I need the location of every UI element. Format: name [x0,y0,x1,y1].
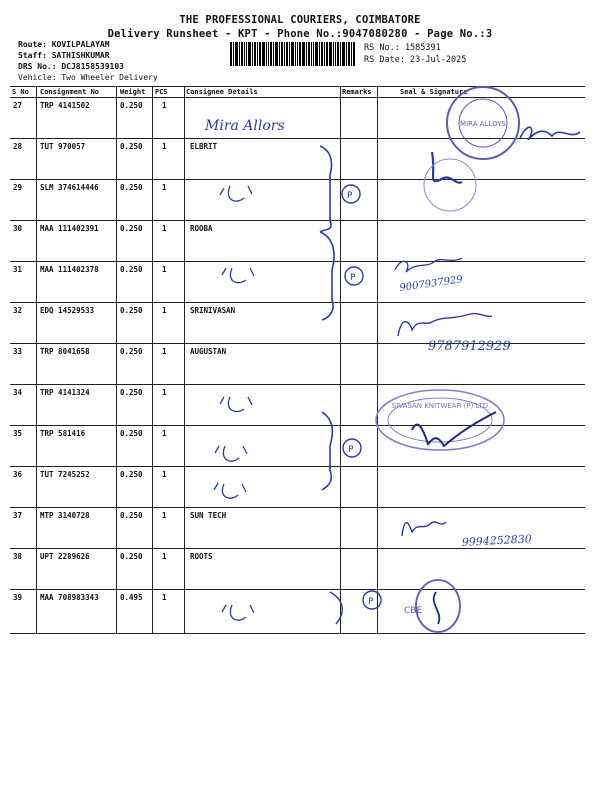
row-consignment: MTP 3140728 [40,511,90,520]
row-weight: 0.250 [120,224,143,233]
ditto-mark-icon [220,186,252,201]
rs-number: RS No.: 1585391 [364,43,441,53]
row-weight: 0.250 [120,511,143,520]
row-consignee: SUN TECH [190,511,227,520]
bracket-mark-icon [322,412,332,490]
row-pcs: 1 [162,388,167,397]
row-weight: 0.250 [120,265,143,274]
row-sno: 28 [13,142,23,151]
row-weight: 0.250 [120,142,143,151]
row-weight: 0.495 [120,593,143,602]
row-pcs: 1 [162,224,167,233]
bracket-mark-icon [320,232,334,320]
row-pcs: 1 [162,429,167,438]
row-consignment: TUT 970057 [40,142,86,151]
ditto-mark-icon [222,605,254,620]
row-consignment: MAA 111402378 [40,265,99,274]
company-stamp-icon [447,87,519,159]
ditto-mark-icon [215,446,247,461]
row-consignment: TRP 4141324 [40,388,90,397]
row-pcs: 1 [162,511,167,520]
row-pcs: 1 [162,183,167,192]
row-consignment: SLM 374614446 [40,183,99,192]
signature-icon [432,152,462,183]
svg-text:P: P [350,273,356,283]
bracket-mark-icon [320,146,332,232]
seal-stamp-icon [404,580,460,632]
handwritten-name [204,118,285,134]
row-weight: 0.250 [120,388,143,397]
col-header-consignee: Consignee Details [186,88,258,96]
row-consignment: UPT 2289626 [40,552,90,561]
row-sno: 37 [13,511,23,520]
row-consignment: MAA 111402391 [40,224,99,233]
row-sno: 29 [13,183,23,192]
row-consignee: SRINIVASAN [190,306,236,315]
svg-text:P: P [347,191,353,201]
drs-number: DRS No.: DCJ8158539103 [18,62,124,71]
bracket-mark-icon [330,592,342,624]
row-consignment: TRP 581416 [40,429,86,438]
route-label: Route: KOVILPALAYAM [18,40,110,49]
svg-text:MIRA ALLOYS: MIRA ALLOYS [460,120,506,128]
row-pcs: 1 [162,552,167,561]
row-consignment: TRP 8041658 [40,347,90,356]
row-sno: 38 [13,552,23,561]
ditto-mark-icon [214,483,246,498]
row-sno: 39 [13,593,23,602]
ditto-mark-icon [222,268,254,283]
row-pcs: 1 [162,347,167,356]
svg-text:CBE: CBE [404,606,423,616]
row-sno: 30 [13,224,23,233]
signature-icon [402,522,446,536]
svg-text:Mira Allors: Mira Allors [205,118,285,134]
col-header-remarks: Remarks [342,88,372,96]
row-pcs: 1 [162,265,167,274]
row-pcs: 1 [162,101,167,110]
col-header-pcs: PCS [155,88,168,96]
row-sno: 36 [13,470,23,479]
col-header-sno: S No [12,88,29,96]
svg-text:SIVASAN KNITWEAR (P) LTD: SIVASAN KNITWEAR (P) LTD [391,402,489,410]
svg-text:9994252830: 9994252830 [461,532,533,549]
ditto-mark-icon [220,397,252,412]
svg-text:9787912929: 9787912929 [428,339,511,354]
svg-text:P: P [348,445,354,455]
row-consignee: ELBRIT [190,142,218,151]
row-consignment: EDQ 14529533 [40,306,95,315]
signature-icon [395,258,462,272]
row-pcs: 1 [162,142,167,151]
row-pcs: 1 [162,593,167,602]
row-sno: 33 [13,347,23,356]
row-sno: 35 [13,429,23,438]
row-sno: 27 [13,101,23,110]
row-sno: 34 [13,388,23,397]
signature-icon [434,592,440,624]
row-pcs: 1 [162,306,167,315]
row-consignee: AUGUSTAN [190,347,227,356]
row-weight: 0.250 [120,306,143,315]
row-weight: 0.250 [120,101,143,110]
rs-date: RS Date: 23-Jul-2025 [364,55,467,65]
row-consignee: ROOBA [190,224,213,233]
company-title: THE PROFESSIONAL COURIERS, COIMBATORE [179,14,421,26]
row-consignment: TRP 4141502 [40,101,90,110]
row-consignment: MAA 708983343 [40,593,99,602]
row-consignment: TUT 7245252 [40,470,90,479]
runsheet-title: Delivery Runsheet - KPT - Phone No.:9047080280 - Page No.:3 [107,28,493,40]
row-weight: 0.250 [120,429,143,438]
row-weight: 0.250 [120,183,143,192]
row-sno: 31 [13,265,23,274]
row-consignee: ROOTS [190,552,213,561]
col-header-consignment: Consignment No [40,88,100,96]
row-sno: 32 [13,306,23,315]
row-pcs: 1 [162,470,167,479]
col-header-seal: Seal & Signature [400,88,468,96]
svg-text:9007937929: 9007937929 [398,274,464,294]
staff-label: Staff: SATHISHKUMAR [18,51,110,60]
row-weight: 0.250 [120,470,143,479]
row-weight: 0.250 [120,347,143,356]
col-header-weight: Weight [120,88,146,96]
signature-icon [520,127,580,140]
vehicle-label: Vehicle: Two Wheeler Delivery [18,73,158,82]
seal-stamp-icon [424,159,476,211]
svg-text:P: P [368,597,374,607]
signature-icon [398,314,492,336]
row-weight: 0.250 [120,552,143,561]
